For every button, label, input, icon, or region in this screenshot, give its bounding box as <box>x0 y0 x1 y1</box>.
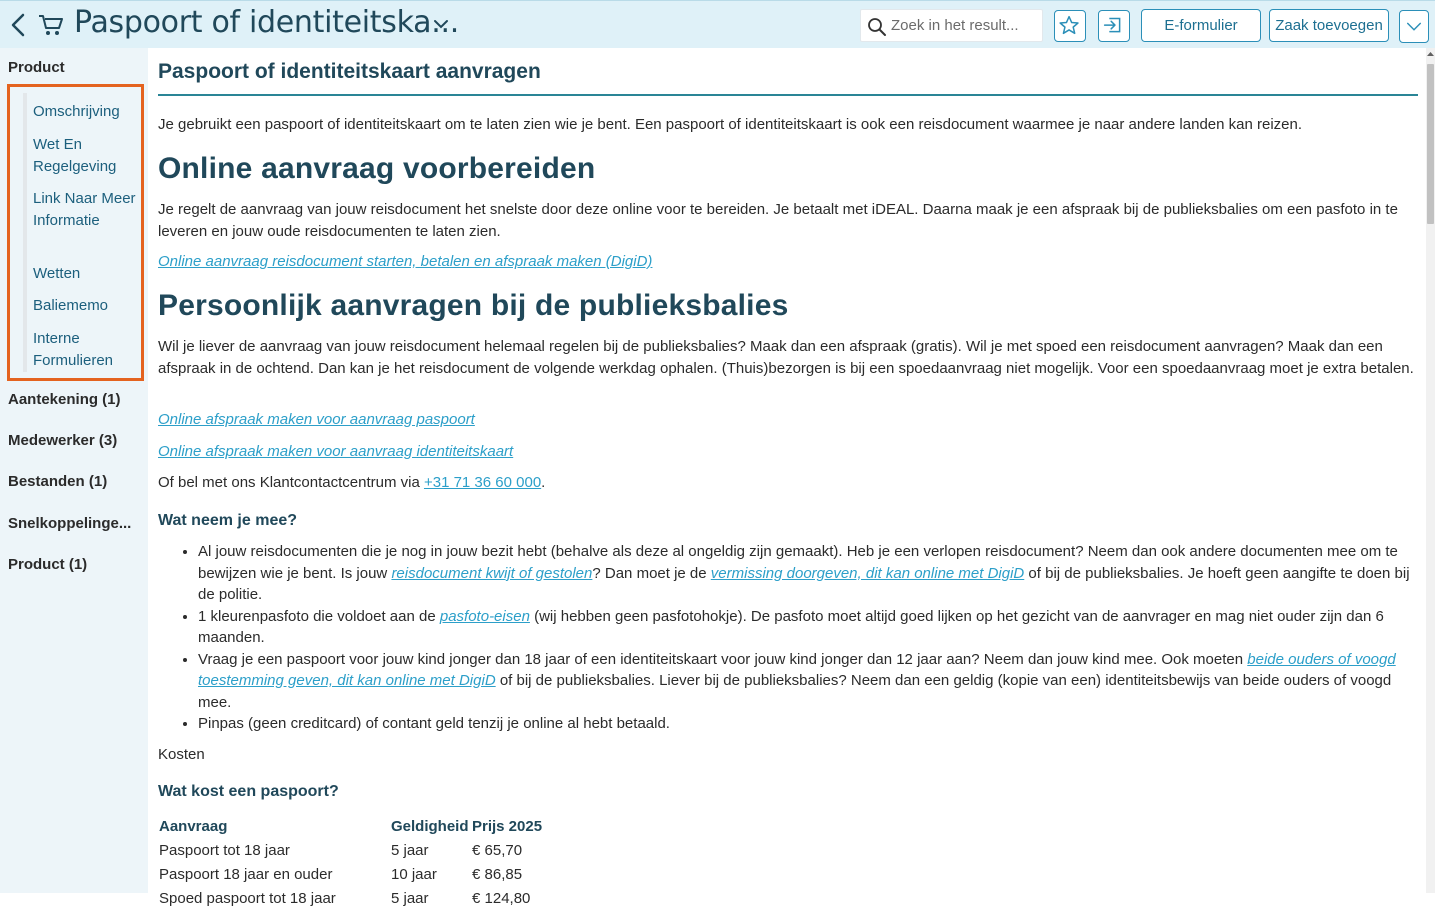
bullet1-text-a: Al jouw reisdocumenten die je nog in jouw bezit hebt (behalve als deze al ongeldig zijn gemaakt). Heb je een verlopen reisdocument? Neem dan ook andere documenten mee om te bewijzen wie je bent. Is jouw <box>198 543 1398 582</box>
table-cell: Paspoort 18 jaar en ouder <box>159 865 333 883</box>
app-header <box>0 0 1435 48</box>
highlight-frame <box>7 84 144 381</box>
column-header: Aanvraag <box>159 817 228 835</box>
exit-icon <box>1099 11 1129 41</box>
search-box <box>860 9 1043 42</box>
sidebar-item-wetten[interactable]: Wetten <box>33 265 81 282</box>
scrollbar-thumb[interactable] <box>1427 64 1434 224</box>
heading-persoonlijk: Persoonlijk aanvragen bij de publieksbalies <box>158 289 789 322</box>
table-row <box>158 862 551 886</box>
bel-suffix: . <box>541 474 546 491</box>
kosten-label: Kosten <box>158 746 205 763</box>
more-options-button[interactable] <box>1399 10 1429 43</box>
list-item: • Pinpas (geen creditcard) of contant geld tenzij je online al hebt betaald. <box>198 713 1418 735</box>
bullet3-text-b: of bij de publieksbalies. Liever bij de publieksbalies? Neem dan een geldig (kopie van een) identiteitsbewijs van beide ouders of voogd mee. <box>198 672 1392 711</box>
add-case-button[interactable]: Zaak toevoegen <box>1269 9 1389 42</box>
sidebar-group-snelkoppelingen[interactable]: Snelkoppelinge... <box>8 515 132 532</box>
requirements-list <box>158 541 1418 735</box>
sidebar-group-aantekening[interactable]: Aantekening (1) <box>8 391 121 408</box>
phone-link[interactable]: +31 71 36 60 000 <box>423 474 542 491</box>
table-cell: Paspoort tot 18 jaar <box>159 841 290 859</box>
kwijt-gestolen-link[interactable]: reisdocument kwijt of gestolen <box>391 564 593 582</box>
bel-prefix: Of bel met ons Klantcontactcentrum via <box>158 474 424 491</box>
toestemming-link[interactable]: beide ouders of voogd toestemming geven, dit kan online met DigiD <box>198 650 1396 689</box>
sidebar-item-link-naar-meer-informatie[interactable]: Link Naar Meer Informatie <box>33 190 136 229</box>
paspoort-link-paragraph <box>158 409 1416 431</box>
bullet3-text-a: Vraag je een paspoort voor jouw kind jonger dan 18 jaar of een identiteitskaart voor jouw kind jonger dan 12 jaar aan? Neem dan jouw kind mee. Ook moeten <box>198 650 1248 668</box>
bullet2-text-b: (wij hebben geen pasfotohokje). De pasfoto moet altijd goed lijken op het gezicht van de aanvrager en mag niet ouder zijn dan 6 maanden. <box>198 607 1384 646</box>
column-header: Prijs 2025 <box>472 817 543 835</box>
submenu-rail <box>23 93 27 372</box>
bullet1-text-b: ? Dan moet je de <box>592 564 711 582</box>
back-icon[interactable] <box>8 11 30 39</box>
table-cell: Spoed paspoort tot 18 jaar <box>159 889 336 907</box>
sidebar-group-bestanden[interactable]: Bestanden (1) <box>8 473 108 490</box>
star-icon <box>1055 11 1085 41</box>
cost-table <box>158 814 551 910</box>
vertical-scrollbar[interactable] <box>1426 48 1435 893</box>
e-formulier-button[interactable]: E-formulier <box>1141 9 1261 42</box>
table-header-row <box>158 814 551 838</box>
table-cell: 5 jaar <box>391 841 429 859</box>
sidebar-group-medewerker[interactable]: Medewerker (3) <box>8 432 118 449</box>
heading-wat-kost: Wat kost een paspoort? <box>158 783 339 800</box>
content-title: Paspoort of identiteitskaart aanvragen <box>158 60 541 83</box>
sidebar-group-product-count[interactable]: Product (1) <box>8 556 88 573</box>
intro-paragraph: Je gebruikt een paspoort of identiteitskaart om te laten zien wie je bent. Een paspoort of identiteitskaart is ook een reisdocument waarmee je naar andere landen kan reizen. <box>158 116 1303 133</box>
chevron-down-icon[interactable] <box>432 17 450 31</box>
table-cell: € 65,70 <box>472 841 523 859</box>
heading-online-aanvraag: Online aanvraag voorbereiden <box>158 152 596 185</box>
sidebar-item-omschrijving[interactable]: Omschrijving <box>33 103 120 120</box>
table-cell: € 124,80 <box>472 889 531 907</box>
sidebar-group-product[interactable]: Product <box>8 59 65 76</box>
scroll-up-arrow-icon[interactable] <box>1426 50 1435 58</box>
persoonlijk-paragraph: Wil je liever de aanvraag van jouw reisdocument helemaal regelen bij de publieksbalies? Maak dan een afspraak (gratis). Wil je met spoed een reisdocument aanvragen? Maak dan een afspraak in de ochtend. Dan kan je het reisdocument de volgende werkdag ophalen. (Thuis)bezorgen is bij een spoedaanvraag niet mogelijk. Voor een spoedaanvraag moet je extra betalen. <box>158 338 1414 377</box>
bullet2-text-a: 1 kleurenpasfoto die voldoet aan de <box>198 607 440 625</box>
cart-icon <box>38 13 64 37</box>
afspraak-identiteitskaart-link[interactable]: Online afspraak maken voor aanvraag identiteitskaart <box>158 443 514 460</box>
bullet1-text-c: of bij de publieksbalies. Je hoeft geen aangifte te doen bij de politie. <box>198 564 1410 603</box>
online-paragraph: Je regelt de aanvraag van jouw reisdocument het snelste door deze online voor te bereiden. Je betaalt met iDEAL. Daarna maak je een afspraak bij de publieksbalies om een pasfoto in te leveren en jouw oude reisdocumenten te laten zien. <box>158 201 1398 240</box>
online-link-paragraph <box>158 251 1416 273</box>
chevron-down-icon <box>1405 20 1423 34</box>
search-input[interactable] <box>891 10 1041 41</box>
table-row <box>158 838 551 862</box>
id-link-paragraph <box>158 441 1416 463</box>
vermissing-link[interactable]: vermissing doorgeven, dit kan online met DigiD <box>710 564 1025 582</box>
table-cell: 10 jaar <box>391 865 437 883</box>
list-item <box>198 649 1418 714</box>
main-content[interactable] <box>148 48 1426 907</box>
heading-wat-neem-je-mee: Wat neem je mee? <box>158 512 298 529</box>
column-header: Geldigheid <box>391 817 469 835</box>
search-icon <box>867 17 887 37</box>
pasfoto-eisen-link[interactable]: pasfoto-eisen <box>439 607 530 625</box>
sidebar-item-wet-en-regelgeving[interactable]: Wet En Regelgeving <box>33 136 117 175</box>
title-divider <box>158 94 1418 96</box>
afspraak-paspoort-link[interactable]: Online afspraak maken voor aanvraag paspoort <box>158 411 475 428</box>
list-item <box>198 606 1418 649</box>
bel-paragraph <box>158 472 1416 494</box>
sidebar-item-interne-formulieren[interactable]: Interne Formulieren <box>33 330 114 369</box>
sidebar <box>0 48 148 893</box>
table-cell: 5 jaar <box>391 889 429 907</box>
sidebar-item-baliememo[interactable]: Baliememo <box>33 297 109 314</box>
export-button[interactable] <box>1098 10 1130 42</box>
table-cell: € 86,85 <box>472 865 523 883</box>
page-title: Paspoort of identiteitska... <box>74 5 459 40</box>
favorite-button[interactable] <box>1054 10 1086 42</box>
list-item <box>198 541 1418 606</box>
online-aanvraag-link[interactable]: Online aanvraag reisdocument starten, betalen en afspraak maken (DigiD) <box>158 253 653 270</box>
table-row <box>158 886 551 910</box>
